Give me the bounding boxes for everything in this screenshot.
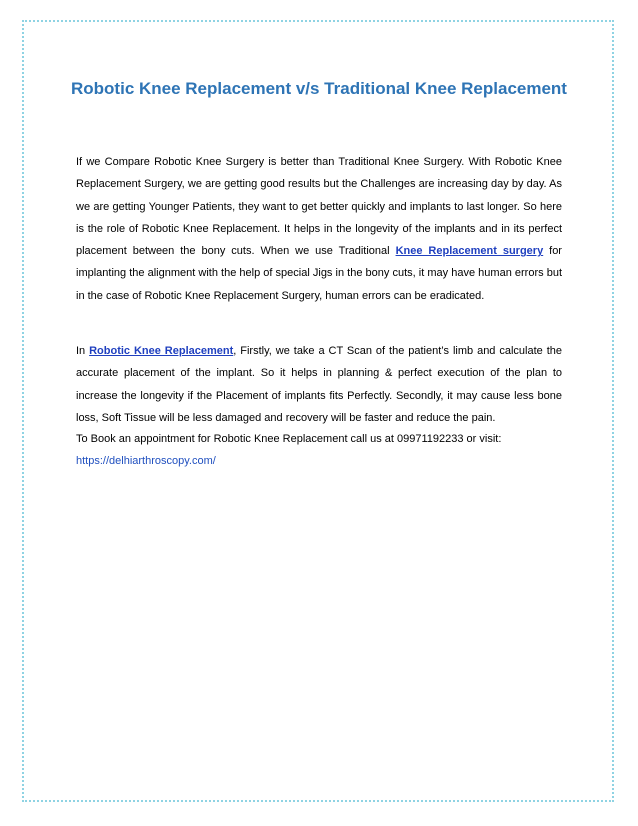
paragraph-process <box>76 340 562 429</box>
robotic-knee-replacement-link[interactable]: Robotic Knee Replacement <box>89 345 234 357</box>
paragraph-contact <box>76 428 562 473</box>
paragraph-intro-text-start: If we Compare Robotic Knee Surgery is better than Traditional Knee Surgery. With Robotic Knee Replacement Surgery, we are getting good results but the Challenges are increasing day by day. As we are getting Younger Patients, they want to get better quickly and implants to last longer. So here is the role of Robotic Knee Replacement. It helps in the longevity of the implants and in its perfect placement between the bony cuts. When we use Traditional <box>76 156 562 258</box>
paragraph-intro-text-end: for implanting the alignment with the help of special Jigs in the bony cuts, it may have human errors but in the case of Robotic Knee Replacement Surgery, human errors can be eradicated. <box>76 245 562 302</box>
paragraph-process-text-end: , Firstly, we take a CT Scan of the patient’s limb and calculate the accurate placement of the implant. So it helps in planning & perfect execution of the plan to increase the longevity if the Placement of implants fits Perfectly. Secondly, it may cause less bone loss, Soft Tissue will be less damaged and recovery will be faster and reduce the pain. <box>76 345 562 424</box>
paragraph-intro <box>76 151 562 307</box>
website-link[interactable]: https://delhiarthroscopy.com/ <box>76 455 216 468</box>
contact-text: To Book an appointment for Robotic Knee Replacement call us at 09971192233 or visit: <box>76 433 502 445</box>
document-title: Robotic Knee Replacement v/s Traditional Knee Replacement <box>71 79 567 98</box>
paragraph-process-text-start: In <box>76 345 90 357</box>
knee-replacement-surgery-link[interactable]: Knee Replacement surgery <box>395 245 544 258</box>
